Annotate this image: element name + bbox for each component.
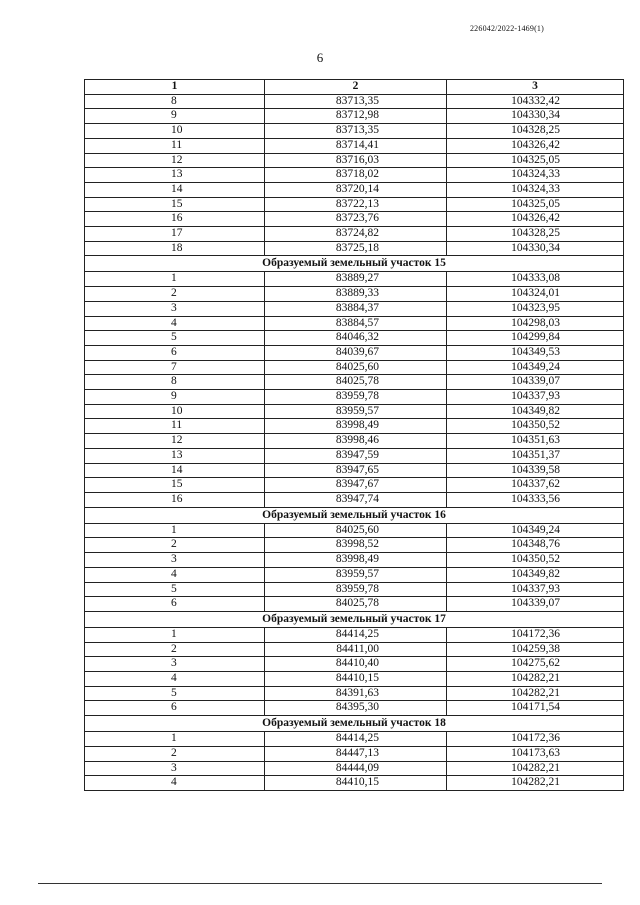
table-row xyxy=(85,316,624,331)
y-coordinate-cell: 104330,34 xyxy=(447,109,624,124)
x-coordinate-cell: 83947,59 xyxy=(265,448,447,463)
y-coordinate-cell: 104173,63 xyxy=(447,746,624,761)
section-title: Образуемый земельный участок 15 xyxy=(85,256,624,272)
y-coordinate-cell: 104349,82 xyxy=(447,567,624,582)
x-coordinate-cell: 84447,13 xyxy=(265,746,447,761)
table-row xyxy=(85,301,624,316)
y-coordinate-cell: 104339,58 xyxy=(447,463,624,478)
point-number-cell: 16 xyxy=(85,212,265,227)
y-coordinate-cell: 104282,21 xyxy=(447,686,624,701)
y-coordinate-cell: 104282,21 xyxy=(447,776,624,791)
table-row xyxy=(85,597,624,612)
x-coordinate-cell: 83998,46 xyxy=(265,434,447,449)
point-number-cell: 2 xyxy=(85,746,265,761)
point-number-cell: 4 xyxy=(85,672,265,687)
table-row xyxy=(85,124,624,139)
x-coordinate-cell: 83713,35 xyxy=(265,94,447,109)
table-header-row xyxy=(85,80,624,95)
y-coordinate-cell: 104333,56 xyxy=(447,492,624,507)
point-number-cell: 13 xyxy=(85,448,265,463)
x-coordinate-cell: 83998,52 xyxy=(265,538,447,553)
y-coordinate-cell: 104350,52 xyxy=(447,553,624,568)
table-row xyxy=(85,331,624,346)
y-coordinate-cell: 104282,21 xyxy=(447,761,624,776)
point-number-cell: 10 xyxy=(85,124,265,139)
y-coordinate-cell: 104351,63 xyxy=(447,434,624,449)
x-coordinate-cell: 83959,78 xyxy=(265,390,447,405)
x-coordinate-cell: 83947,67 xyxy=(265,478,447,493)
table-body xyxy=(85,94,624,790)
point-number-cell: 3 xyxy=(85,657,265,672)
point-number-cell: 10 xyxy=(85,404,265,419)
x-coordinate-cell: 83723,76 xyxy=(265,212,447,227)
x-coordinate-cell: 83725,18 xyxy=(265,241,447,256)
table-row xyxy=(85,241,624,256)
x-coordinate-cell: 84414,25 xyxy=(265,627,447,642)
y-coordinate-cell: 104171,54 xyxy=(447,701,624,716)
y-coordinate-cell: 104349,24 xyxy=(447,360,624,375)
table-row xyxy=(85,538,624,553)
x-coordinate-cell: 83959,78 xyxy=(265,582,447,597)
y-coordinate-cell: 104337,93 xyxy=(447,390,624,405)
point-number-cell: 1 xyxy=(85,627,265,642)
y-coordinate-cell: 104323,95 xyxy=(447,301,624,316)
point-number-cell: 5 xyxy=(85,686,265,701)
table-row xyxy=(85,776,624,791)
x-coordinate-cell: 83722,13 xyxy=(265,197,447,212)
point-number-cell: 3 xyxy=(85,761,265,776)
point-number-cell: 5 xyxy=(85,582,265,597)
y-coordinate-cell: 104328,25 xyxy=(447,227,624,242)
y-coordinate-cell: 104349,53 xyxy=(447,345,624,360)
x-coordinate-cell: 84395,30 xyxy=(265,701,447,716)
section-title: Образуемый земельный участок 17 xyxy=(85,611,624,627)
x-coordinate-cell: 84410,15 xyxy=(265,776,447,791)
table-row xyxy=(85,212,624,227)
x-coordinate-cell: 84444,09 xyxy=(265,761,447,776)
table-row xyxy=(85,553,624,568)
y-coordinate-cell: 104282,21 xyxy=(447,672,624,687)
x-coordinate-cell: 84025,60 xyxy=(265,523,447,538)
y-coordinate-cell: 104275,62 xyxy=(447,657,624,672)
point-number-cell: 1 xyxy=(85,523,265,538)
y-coordinate-cell: 104339,07 xyxy=(447,597,624,612)
x-coordinate-cell: 83724,82 xyxy=(265,227,447,242)
y-coordinate-cell: 104349,82 xyxy=(447,404,624,419)
y-coordinate-cell: 104339,07 xyxy=(447,375,624,390)
x-coordinate-cell: 83718,02 xyxy=(265,168,447,183)
section-header-row xyxy=(85,507,624,523)
table-row xyxy=(85,109,624,124)
table-row xyxy=(85,419,624,434)
point-number-cell: 11 xyxy=(85,419,265,434)
y-coordinate-cell: 104298,03 xyxy=(447,316,624,331)
x-coordinate-cell: 83884,37 xyxy=(265,301,447,316)
point-number-cell: 8 xyxy=(85,94,265,109)
table-row xyxy=(85,360,624,375)
y-coordinate-cell: 104337,62 xyxy=(447,478,624,493)
x-coordinate-cell: 83713,35 xyxy=(265,124,447,139)
x-coordinate-cell: 83714,41 xyxy=(265,138,447,153)
table-row xyxy=(85,182,624,197)
y-coordinate-cell: 104328,25 xyxy=(447,124,624,139)
point-number-cell: 9 xyxy=(85,390,265,405)
point-number-cell: 6 xyxy=(85,597,265,612)
point-number-cell: 4 xyxy=(85,316,265,331)
x-coordinate-cell: 84414,25 xyxy=(265,732,447,747)
point-number-cell: 6 xyxy=(85,701,265,716)
table-row xyxy=(85,272,624,287)
x-coordinate-cell: 84411,00 xyxy=(265,642,447,657)
table-row xyxy=(85,94,624,109)
table-row xyxy=(85,138,624,153)
x-coordinate-cell: 84391,63 xyxy=(265,686,447,701)
x-coordinate-cell: 84025,60 xyxy=(265,360,447,375)
y-coordinate-cell: 104326,42 xyxy=(447,212,624,227)
x-coordinate-cell: 83720,14 xyxy=(265,182,447,197)
table-row xyxy=(85,627,624,642)
x-coordinate-cell: 83889,27 xyxy=(265,272,447,287)
table-row xyxy=(85,375,624,390)
table-row xyxy=(85,686,624,701)
point-number-cell: 8 xyxy=(85,375,265,390)
section-header-row xyxy=(85,716,624,732)
table-row xyxy=(85,761,624,776)
y-coordinate-cell: 104350,52 xyxy=(447,419,624,434)
x-coordinate-cell: 83884,57 xyxy=(265,316,447,331)
y-coordinate-cell: 104330,34 xyxy=(447,241,624,256)
section-title: Образуемый земельный участок 18 xyxy=(85,716,624,732)
point-number-cell: 4 xyxy=(85,567,265,582)
table-row xyxy=(85,478,624,493)
y-coordinate-cell: 104299,84 xyxy=(447,331,624,346)
x-coordinate-cell: 83998,49 xyxy=(265,553,447,568)
point-number-cell: 11 xyxy=(85,138,265,153)
section-title: Образуемый земельный участок 16 xyxy=(85,507,624,523)
x-coordinate-cell: 83947,65 xyxy=(265,463,447,478)
column-header-y: 3 xyxy=(447,80,624,95)
y-coordinate-cell: 104325,05 xyxy=(447,197,624,212)
point-number-cell: 1 xyxy=(85,272,265,287)
point-number-cell: 2 xyxy=(85,642,265,657)
x-coordinate-cell: 83712,98 xyxy=(265,109,447,124)
table-row xyxy=(85,168,624,183)
table-row xyxy=(85,567,624,582)
table-row xyxy=(85,701,624,716)
point-number-cell: 16 xyxy=(85,492,265,507)
point-number-cell: 15 xyxy=(85,478,265,493)
table-row xyxy=(85,732,624,747)
table-row xyxy=(85,153,624,168)
point-number-cell: 9 xyxy=(85,109,265,124)
point-number-cell: 1 xyxy=(85,732,265,747)
table-row xyxy=(85,463,624,478)
y-coordinate-cell: 104349,24 xyxy=(447,523,624,538)
y-coordinate-cell: 104324,33 xyxy=(447,168,624,183)
table-row xyxy=(85,390,624,405)
point-number-cell: 14 xyxy=(85,182,265,197)
y-coordinate-cell: 104333,08 xyxy=(447,272,624,287)
table-row xyxy=(85,345,624,360)
coordinates-table xyxy=(84,79,624,791)
point-number-cell: 12 xyxy=(85,434,265,449)
point-number-cell: 14 xyxy=(85,463,265,478)
table-row xyxy=(85,746,624,761)
section-header-row xyxy=(85,256,624,272)
table-row xyxy=(85,448,624,463)
table-row xyxy=(85,227,624,242)
y-coordinate-cell: 104351,37 xyxy=(447,448,624,463)
point-number-cell: 17 xyxy=(85,227,265,242)
document-number: 226042/2022-1469(1) xyxy=(469,24,544,33)
point-number-cell: 6 xyxy=(85,345,265,360)
column-header-x: 2 xyxy=(265,80,447,95)
x-coordinate-cell: 83947,74 xyxy=(265,492,447,507)
point-number-cell: 2 xyxy=(85,287,265,302)
table-row xyxy=(85,582,624,597)
table-row xyxy=(85,287,624,302)
x-coordinate-cell: 84025,78 xyxy=(265,375,447,390)
x-coordinate-cell: 83959,57 xyxy=(265,404,447,419)
table-row xyxy=(85,434,624,449)
x-coordinate-cell: 83716,03 xyxy=(265,153,447,168)
y-coordinate-cell: 104324,33 xyxy=(447,182,624,197)
table-row xyxy=(85,657,624,672)
y-coordinate-cell: 104348,76 xyxy=(447,538,624,553)
point-number-cell: 3 xyxy=(85,553,265,568)
table-row xyxy=(85,523,624,538)
point-number-cell: 5 xyxy=(85,331,265,346)
point-number-cell: 18 xyxy=(85,241,265,256)
y-coordinate-cell: 104325,05 xyxy=(447,153,624,168)
x-coordinate-cell: 83998,49 xyxy=(265,419,447,434)
x-coordinate-cell: 84039,67 xyxy=(265,345,447,360)
x-coordinate-cell: 83959,57 xyxy=(265,567,447,582)
section-header-row xyxy=(85,611,624,627)
x-coordinate-cell: 84410,40 xyxy=(265,657,447,672)
column-header-point: 1 xyxy=(85,80,265,95)
point-number-cell: 15 xyxy=(85,197,265,212)
y-coordinate-cell: 104324,01 xyxy=(447,287,624,302)
y-coordinate-cell: 104332,42 xyxy=(447,94,624,109)
table-row xyxy=(85,672,624,687)
table-row xyxy=(85,197,624,212)
x-coordinate-cell: 84025,78 xyxy=(265,597,447,612)
table-row xyxy=(85,642,624,657)
y-coordinate-cell: 104326,42 xyxy=(447,138,624,153)
point-number-cell: 7 xyxy=(85,360,265,375)
page-number: 6 xyxy=(316,50,324,65)
point-number-cell: 4 xyxy=(85,776,265,791)
table-row xyxy=(85,492,624,507)
y-coordinate-cell: 104337,93 xyxy=(447,582,624,597)
y-coordinate-cell: 104172,36 xyxy=(447,627,624,642)
y-coordinate-cell: 104172,36 xyxy=(447,732,624,747)
y-coordinate-cell: 104259,38 xyxy=(447,642,624,657)
point-number-cell: 3 xyxy=(85,301,265,316)
table-row xyxy=(85,404,624,419)
x-coordinate-cell: 84410,15 xyxy=(265,672,447,687)
point-number-cell: 13 xyxy=(85,168,265,183)
x-coordinate-cell: 83889,33 xyxy=(265,287,447,302)
point-number-cell: 12 xyxy=(85,153,265,168)
page-bottom-rule xyxy=(38,883,602,884)
point-number-cell: 2 xyxy=(85,538,265,553)
x-coordinate-cell: 84046,32 xyxy=(265,331,447,346)
